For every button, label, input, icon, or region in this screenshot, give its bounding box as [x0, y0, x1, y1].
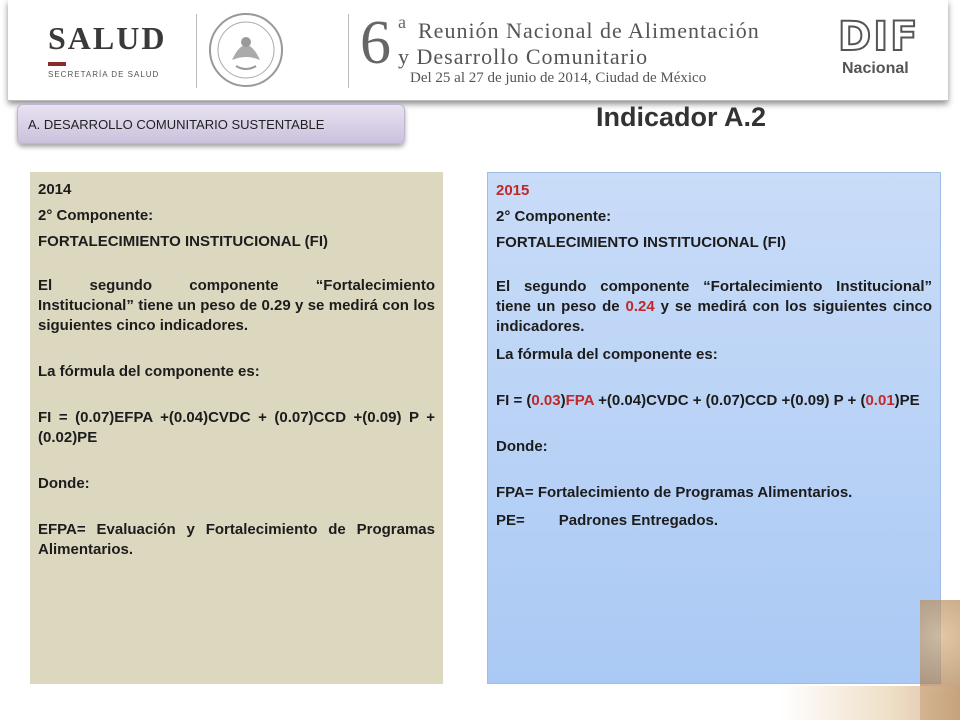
event-dates: Del 25 al 27 de junio de 2014, Ciudad de México — [410, 70, 707, 86]
panel-2015 — [487, 172, 941, 684]
panel-2015-formula-red2: FPA — [565, 392, 594, 409]
salud-logo-name: SALUD — [48, 20, 167, 56]
panel-2015-formula-p4: )PE — [894, 392, 920, 409]
panel-2015-formula-red1: 0.03 — [531, 392, 561, 409]
panel-2015-formula-p2: ) — [560, 392, 566, 409]
panel-2015-formula-p3: +(0.04)CVDC + (0.07)CCD +(0.09) P + ( — [593, 392, 866, 409]
panel-2015-component: 2° Componente: — [496, 208, 612, 225]
panel-2014-donde: Donde: — [38, 475, 90, 492]
panel-2015-def2-value: Padrones Entregados. — [558, 512, 718, 529]
event-title-line1: Reunión Nacional de Alimentación — [418, 18, 760, 43]
decorative-photo-bottom — [780, 686, 960, 720]
event-ordinal: a — [398, 12, 406, 32]
panel-2015-definition-pe — [496, 511, 932, 531]
mexico-seal-icon — [206, 10, 286, 90]
panel-2015-definition-fpa: FPA= Fortalecimiento de Programas Alimentarios. — [496, 484, 853, 501]
panel-2015-formula-label: La fórmula del componente es: — [496, 346, 718, 363]
panel-2015-formula-red3: 0.01 — [865, 392, 895, 409]
panel-2014-formula: FI = (0.07)EFPA +(0.04)CVDC + (0.07)CCD +(0.09) P + (0.02)PE — [38, 409, 435, 446]
panel-2015-year: 2015 — [496, 182, 530, 199]
event-number: 6 — [360, 9, 391, 77]
indicator-title: Indicador A.2 — [596, 102, 767, 132]
salud-logo-stripe — [48, 62, 66, 66]
panel-2014-year: 2014 — [38, 181, 72, 198]
dif-logo-subtitle: Nacional — [842, 60, 909, 77]
panel-2015-component-name: FORTALECIMIENTO INSTITUCIONAL (FI) — [496, 234, 786, 251]
panel-2015-desc-before: El segundo componente “Fortalecimiento Institucional” tiene un peso de — [496, 278, 932, 315]
panel-2014-component-name: FORTALECIMIENTO INSTITUCIONAL (FI) — [38, 233, 328, 250]
dif-logo-name: DIF — [838, 14, 920, 60]
panel-2015-desc-weight: 0.24 — [625, 298, 655, 315]
panel-2015-donde: Donde: — [496, 438, 548, 455]
panel-2015-formula-p1: FI = ( — [496, 392, 532, 409]
dif-logo — [838, 14, 928, 84]
panel-2014-description: El segundo componente “Fortalecimiento Institucional” tiene un peso de 0.29 y se medirá con los siguientes cinco indicadores. — [38, 277, 435, 334]
header-divider-2 — [348, 14, 349, 88]
panel-2014-formula-label: La fórmula del componente es: — [38, 363, 260, 380]
salud-logo-subtitle: SECRETARÍA DE SALUD — [48, 70, 160, 79]
panel-2014 — [30, 172, 443, 684]
salud-logo — [48, 18, 188, 78]
header-banner — [8, 0, 948, 101]
panel-2014-definition: EFPA= Evaluación y Fortalecimiento de Programas Alimentarios. — [38, 521, 435, 558]
panel-2015-def2-key: PE= — [496, 512, 525, 529]
event-title-line2: y Desarrollo Comunitario — [398, 44, 649, 69]
panel-2014-component: 2° Componente: — [38, 207, 154, 224]
header-divider — [196, 14, 197, 88]
panel-2015-desc-after: y se medirá con los siguientes cinco indicadores. — [496, 298, 932, 335]
panel-2015-formula — [496, 391, 932, 411]
panel-2015-description — [496, 277, 932, 337]
section-label: A. DESARROLLO COMUNITARIO SUSTENTABLE — [17, 104, 405, 144]
